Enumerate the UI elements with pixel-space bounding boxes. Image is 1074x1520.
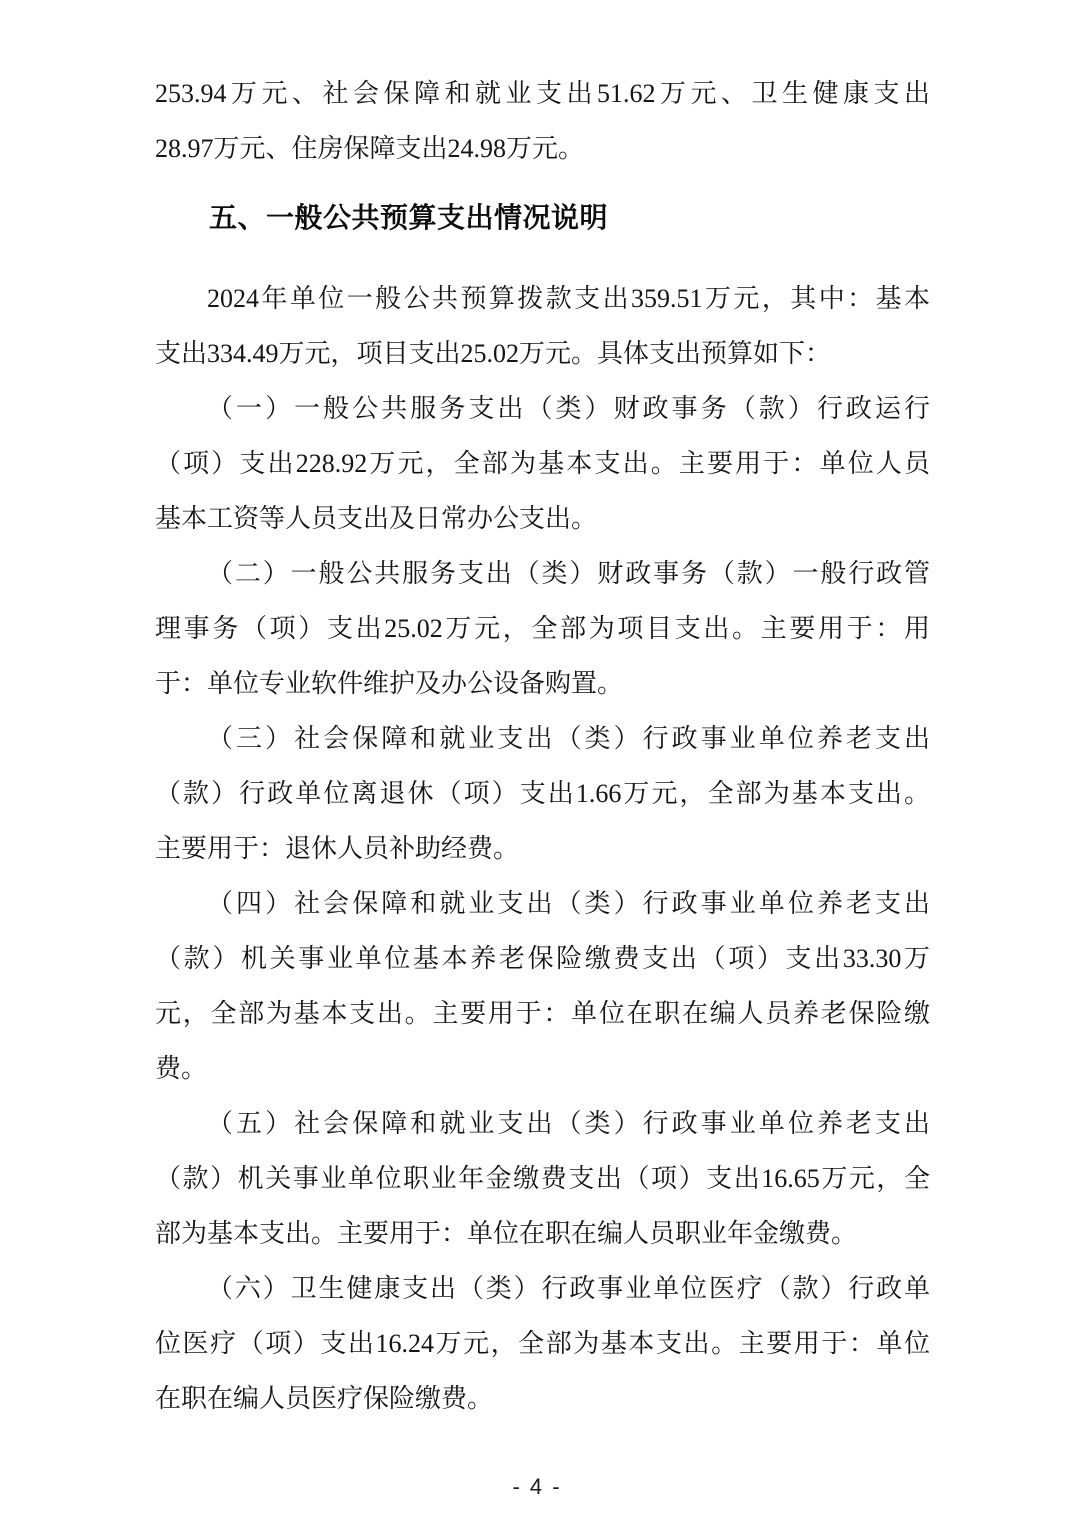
text-line: 2024年单位一般公共预算拨款支出359.51万元，其中：基本	[207, 284, 930, 313]
text-line: 费。	[155, 1054, 208, 1083]
paragraph	[155, 1096, 930, 1261]
text-line: 支出334.49万元，项目支出25.02万元。具体支出预算如下：	[155, 339, 832, 368]
paragraph	[155, 1261, 930, 1426]
text-line: 在职在编人员医疗保险缴费。	[155, 1384, 494, 1413]
paragraph	[155, 381, 930, 546]
text-line: （一）一般公共服务支出（类）财政事务（款）行政运行	[207, 394, 930, 423]
text-line: 基本工资等人员支出及日常办公支出。	[155, 504, 598, 533]
text-line: 部为基本支出。主要用于：单位在职在编人员职业年金缴费。	[155, 1219, 858, 1248]
text-line: （四）社会保障和就业支出（类）行政事业单位养老支出	[207, 889, 930, 918]
text-line: （六）卫生健康支出（类）行政事业单位医疗（款）行政单	[207, 1274, 930, 1303]
paragraph	[155, 876, 930, 1096]
text-line: （三）社会保障和就业支出（类）行政事业单位养老支出	[207, 724, 930, 753]
continued-paragraph	[155, 66, 930, 176]
text-line: 主要用于：退休人员补助经费。	[155, 834, 520, 863]
document-body	[155, 66, 930, 1426]
text-line: （款）机关事业单位职业年金缴费支出（项）支出16.65万元，全	[155, 1164, 930, 1193]
page-number: - 4 -	[512, 1474, 562, 1499]
text-line: （五）社会保障和就业支出（类）行政事业单位养老支出	[207, 1109, 930, 1138]
text-line: （款）行政单位离退休（项）支出1.66万元，全部为基本支出。	[155, 779, 930, 808]
paragraph-list	[155, 271, 930, 1426]
section-heading: 五、一般公共预算支出情况说明	[209, 202, 609, 233]
paragraph	[155, 711, 930, 876]
paragraph	[155, 271, 930, 381]
text-line: 28.97万元、住房保障支出24.98万元。	[155, 134, 585, 163]
text-line: （款）机关事业单位基本养老保险缴费支出（项）支出33.30万	[155, 944, 930, 973]
text-line: 元，全部为基本支出。主要用于：单位在职在编人员养老保险缴	[155, 999, 930, 1028]
text-line: （二）一般公共服务支出（类）财政事务（款）一般行政管	[207, 559, 930, 588]
text-line: 位医疗（项）支出16.24万元，全部为基本支出。主要用于：单位	[155, 1329, 930, 1358]
text-line: 253.94万元、社会保障和就业支出51.62万元、卫生健康支出	[155, 79, 930, 108]
text-line: 于：单位专业软件维护及办公设备购置。	[155, 669, 624, 698]
paragraph	[155, 546, 930, 711]
text-line: 理事务（项）支出25.02万元，全部为项目支出。主要用于：用	[155, 614, 930, 643]
text-line: （项）支出228.92万元，全部为基本支出。主要用于：单位人员	[155, 449, 930, 478]
